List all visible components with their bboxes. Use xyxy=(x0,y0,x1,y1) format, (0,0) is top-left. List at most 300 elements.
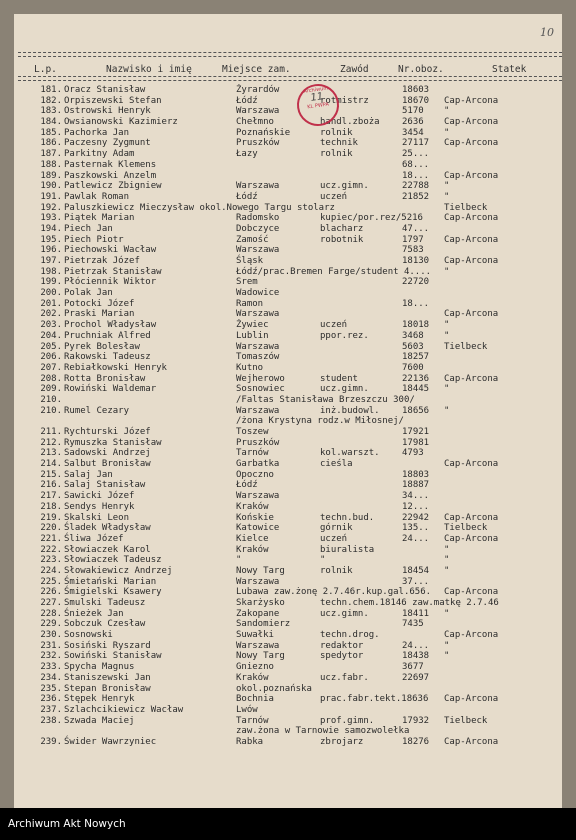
cell-lp: 195. xyxy=(40,234,62,245)
cell-nr: 7600 xyxy=(402,362,424,373)
cell-lp: 182. xyxy=(40,95,62,106)
cell-nr: 1797 xyxy=(402,234,424,245)
cell-place: Zamość xyxy=(236,234,269,245)
table-row xyxy=(14,534,562,545)
cell-nr: 3468 xyxy=(402,330,424,341)
cell-place: Żywiec xyxy=(236,320,269,331)
header-rule-bottom-2 xyxy=(18,80,562,81)
cell-place: Srem xyxy=(236,277,258,288)
cell-nr: 18018 xyxy=(402,320,430,331)
cell-place: Toszew xyxy=(236,427,269,437)
cell-nr: 18257 xyxy=(402,352,430,363)
cell-name: Rebiałkowski Henryk xyxy=(64,362,167,373)
table-row xyxy=(14,438,562,449)
cell-ship: " xyxy=(444,320,450,331)
cell-lp: 203. xyxy=(40,320,62,331)
cell-name: Rymuszka Stanisław xyxy=(64,437,162,448)
cell-place: zaw.żona w Tarnowie samozwolełka xyxy=(236,726,410,737)
cell-ship: Tielbeck xyxy=(444,202,488,213)
cell-nr: 18... xyxy=(402,170,430,181)
cell-job: ppor.rez. xyxy=(320,330,369,341)
cell-lp: 235. xyxy=(40,683,62,694)
table-row xyxy=(14,117,562,128)
table-row xyxy=(14,203,562,214)
cell-job: redaktor xyxy=(320,640,364,651)
table-row xyxy=(14,726,562,737)
header-lp: L.p. xyxy=(34,64,57,75)
cell-name: Piech Jan xyxy=(64,223,113,234)
cell-lp: 219. xyxy=(40,512,62,523)
cell-ship: Tielbeck xyxy=(444,523,488,534)
cell-job: górnik xyxy=(320,523,353,534)
cell-nr: 12... xyxy=(402,501,430,512)
table-row xyxy=(14,555,562,566)
table-row xyxy=(14,502,562,513)
cell-lp: 233. xyxy=(40,662,62,673)
cell-nr: 18454 xyxy=(402,565,430,576)
cell-place: Bochnia xyxy=(236,694,274,705)
table-row xyxy=(14,374,562,385)
cell-lp: 224. xyxy=(40,565,62,576)
cell-job: rolnik xyxy=(320,149,353,160)
cell-nr: 17932 xyxy=(402,715,430,726)
cell-place: Katowice xyxy=(236,523,280,534)
cell-name: Paluszkiewicz Mieczysław okol.Nowego Targu stolarz xyxy=(64,202,335,213)
cell-job: kupiec/por.rez/5216 xyxy=(320,213,423,224)
table-row xyxy=(14,224,562,235)
cell-job: student xyxy=(320,373,358,384)
cell-place: /żona Krystyna rodz.w Miłosnej/ xyxy=(236,416,404,427)
table-row xyxy=(14,138,562,149)
cell-ship: Cap-Arcona xyxy=(444,256,499,266)
cell-ship: Cap-Arcona xyxy=(444,213,499,224)
table-row xyxy=(14,363,562,374)
cell-ship: " xyxy=(444,544,450,555)
table-row xyxy=(14,406,562,417)
stamp-number: 11 xyxy=(309,91,325,104)
cell-place: /Faltas Stanisława Brzeszczu 300/ xyxy=(236,394,415,405)
cell-nr: 135.. xyxy=(402,523,430,534)
table-row xyxy=(14,480,562,491)
cell-nr: 17981 xyxy=(402,437,430,448)
cell-lp: 202. xyxy=(40,309,62,320)
table-row xyxy=(14,619,562,630)
cell-lp: 226. xyxy=(40,587,62,598)
cell-name: Pyrek Bolesław xyxy=(64,341,140,352)
cell-job: ucz.fabr. xyxy=(320,672,369,683)
cell-lp: 205. xyxy=(40,341,62,352)
cell-place: Poznańskie xyxy=(236,127,291,138)
cell-nr: 3677 xyxy=(402,662,424,673)
cell-nr: 68... xyxy=(402,159,430,170)
table-row xyxy=(14,181,562,192)
cell-lp: 200. xyxy=(40,288,62,299)
cell-place: Końskie xyxy=(236,512,274,523)
cell-nr: 18603 xyxy=(402,85,430,95)
cell-lp: 231. xyxy=(40,640,62,651)
cell-place: Warszawa xyxy=(236,245,280,256)
header-job: Zawód xyxy=(340,64,369,75)
cell-place: Lwów xyxy=(236,704,258,715)
cell-name: Śnieżek Jan xyxy=(64,608,124,619)
cell-name: Słowiaczek Tadeusz xyxy=(64,555,162,566)
cell-place: Kraków xyxy=(236,544,269,555)
cell-lp: 236. xyxy=(40,694,62,705)
cell-ship: Cap-Arcona xyxy=(444,170,499,181)
cell-place: Suwałki xyxy=(236,630,274,641)
cell-name: Piechowski Wacław xyxy=(64,245,157,256)
cell-nr: 18656 xyxy=(402,405,430,416)
table-row xyxy=(14,737,562,748)
cell-lp: 198. xyxy=(40,266,62,277)
table-row xyxy=(14,705,562,716)
cell-place: Lublin xyxy=(236,330,269,341)
cell-name: Pietrzak Józef xyxy=(64,256,140,266)
cell-ship: " xyxy=(444,384,450,395)
cell-name: Patlewicz Zbigniew xyxy=(64,181,162,192)
cell-nr: 47... xyxy=(402,223,430,234)
cell-nr: 27117 xyxy=(402,138,430,149)
cell-place: Żyrardów xyxy=(236,85,280,95)
cell-place: Tarnów xyxy=(236,448,269,459)
cell-lp: 196. xyxy=(40,245,62,256)
cell-lp: 207. xyxy=(40,362,62,373)
cell-nr: 18670 xyxy=(402,95,430,106)
cell-place: Kraków xyxy=(236,501,269,512)
table-row xyxy=(14,149,562,160)
cell-name: Paszkowski Anzelm xyxy=(64,170,157,181)
cell-nr: 22788 xyxy=(402,181,430,192)
cell-ship: " xyxy=(444,405,450,416)
cell-nr: 18887 xyxy=(402,480,430,491)
header-place: Miejsce zam. xyxy=(222,64,291,75)
cell-place: Zakopane xyxy=(236,608,280,619)
table-row xyxy=(14,662,562,673)
table-row xyxy=(14,85,562,96)
cell-job: " xyxy=(320,555,326,566)
header-rule-bottom xyxy=(18,76,562,77)
cell-name: Śmigielski Ksawery xyxy=(64,587,162,598)
cell-ship: Cap-Arcona xyxy=(444,736,499,747)
cell-name: Świder Wawrzyniec xyxy=(64,736,157,747)
table-row xyxy=(14,277,562,288)
cell-job: uczeń xyxy=(320,533,348,544)
cell-lp: 201. xyxy=(40,298,62,309)
table-row xyxy=(14,299,562,310)
header-nr: Nr.oboz. xyxy=(398,64,444,75)
cell-job: technik xyxy=(320,138,358,149)
cell-lp: 237. xyxy=(40,704,62,715)
cell-name: Orpiszewski Stefan xyxy=(64,95,162,106)
table-row xyxy=(14,128,562,139)
cell-lp: 187. xyxy=(40,149,62,160)
cell-ship: Cap-Arcona xyxy=(444,138,499,149)
cell-lp: 189. xyxy=(40,170,62,181)
cell-nr: 24... xyxy=(402,533,430,544)
cell-lp: 230. xyxy=(40,630,62,641)
cell-lp: 216. xyxy=(40,480,62,491)
cell-place: Skarżysko xyxy=(236,598,285,608)
cell-nr: 37... xyxy=(402,576,430,587)
cell-name: Smulski Tadeusz xyxy=(64,598,146,608)
cell-lp: 227. xyxy=(40,598,62,608)
cell-name: Pawlak Roman xyxy=(64,191,130,202)
cell-name: Piech Piotr xyxy=(64,234,124,245)
cell-name: Sendys Henryk xyxy=(64,501,135,512)
stamp-top: Archiwum xyxy=(303,85,329,95)
cell-place: Garbatka xyxy=(236,459,280,470)
cell-ship: Cap-Arcona xyxy=(444,533,499,544)
table-row xyxy=(14,320,562,331)
table-row xyxy=(14,342,562,353)
cell-place: Warszawa xyxy=(236,181,280,192)
table-row xyxy=(14,331,562,342)
cell-ship: Cap-Arcona xyxy=(444,587,499,598)
cell-place: Pruszków xyxy=(236,138,280,149)
cell-place: Wadowice xyxy=(236,288,280,299)
cell-name: Owsianowski Kazimierz xyxy=(64,117,178,128)
table-row xyxy=(14,523,562,534)
cell-ship: " xyxy=(444,640,450,651)
cell-nr: 5170 xyxy=(402,106,424,117)
table-row xyxy=(14,459,562,470)
cell-nr: 7583 xyxy=(402,245,424,256)
cell-place: Nowy Targ xyxy=(236,651,285,662)
cell-lp: 234. xyxy=(40,672,62,683)
cell-place: Warszawa xyxy=(236,491,280,502)
table-row xyxy=(14,160,562,171)
cell-lp: 222. xyxy=(40,544,62,555)
cell-place: Kutno xyxy=(236,362,264,373)
cell-place: Dobczyce xyxy=(236,223,280,234)
cell-name: Piątek Marian xyxy=(64,213,135,224)
cell-lp: 220. xyxy=(40,523,62,534)
table-row xyxy=(14,470,562,481)
cell-place: Łódź xyxy=(236,191,258,202)
table-row xyxy=(14,513,562,524)
cell-ship: " xyxy=(444,181,450,192)
header-name: Nazwisko i imię xyxy=(106,64,192,75)
cell-lp: 239. xyxy=(40,736,62,747)
table-row xyxy=(14,235,562,246)
table-row xyxy=(14,566,562,577)
table-row xyxy=(14,598,562,609)
cell-job: uczeń xyxy=(320,320,348,331)
table-row xyxy=(14,609,562,620)
cell-place: Opoczno xyxy=(236,469,274,480)
table-row xyxy=(14,587,562,598)
cell-name: Stępek Henryk xyxy=(64,694,135,705)
cell-place: Łazy xyxy=(236,149,258,160)
cell-lp: 191. xyxy=(40,191,62,202)
cell-nr: 22942 xyxy=(402,512,430,523)
table-row xyxy=(14,673,562,684)
cell-name: Potocki Józef xyxy=(64,298,135,309)
cell-nr: 18803 xyxy=(402,469,430,480)
cell-name: Paczesny Zygmunt xyxy=(64,138,151,149)
cell-lp: 190. xyxy=(40,181,62,192)
cell-lp: 184. xyxy=(40,117,62,128)
cell-name: Pietrzak Stanisław xyxy=(64,266,162,277)
cell-lp: 213. xyxy=(40,448,62,459)
table-row xyxy=(14,213,562,224)
cell-place: Warszawa xyxy=(236,405,280,416)
cell-ship: Cap-Arcona xyxy=(444,309,499,320)
cell-name: Oracz Stanisław xyxy=(64,85,146,95)
cell-nr: 24... xyxy=(402,640,430,651)
cell-ship: " xyxy=(444,127,450,138)
cell-name: Rumel Cezary xyxy=(64,405,130,416)
cell-nr: 18438 xyxy=(402,651,430,662)
cell-lp: 208. xyxy=(40,373,62,384)
page-number: 10 xyxy=(540,26,554,39)
table-row xyxy=(14,171,562,182)
cell-ship: " xyxy=(444,565,450,576)
header-rule-top-2 xyxy=(18,56,562,57)
cell-job: cieśla xyxy=(320,459,353,470)
cell-lp: 188. xyxy=(40,159,62,170)
table-row xyxy=(14,416,562,427)
header-rule-top xyxy=(18,52,562,53)
stamp-bottom: KL PWPA xyxy=(306,101,330,111)
cell-name: Szlachcikiewicz Wacław xyxy=(64,704,184,715)
cell-lp: 186. xyxy=(40,138,62,149)
cell-nr: 18276 xyxy=(402,736,430,747)
footer-caption: Archiwum Akt Nowych xyxy=(8,818,126,830)
cell-lp: 204. xyxy=(40,330,62,341)
cell-place: Ramon xyxy=(236,298,264,309)
cell-job: techn.bud. xyxy=(320,512,375,523)
table-row xyxy=(14,577,562,588)
cell-lp: 194. xyxy=(40,223,62,234)
cell-ship: " xyxy=(444,106,450,117)
cell-name: Sobczuk Czesław xyxy=(64,619,146,630)
cell-ship: Cap-Arcona xyxy=(444,512,499,523)
cell-place: Łódź xyxy=(236,480,258,491)
cell-lp: 210. xyxy=(40,405,62,416)
cell-name: Śliwa Józef xyxy=(64,533,124,544)
cell-name: Skalski Leon xyxy=(64,512,130,523)
cell-lp: 211. xyxy=(40,427,62,437)
cell-job: blacharz xyxy=(320,223,364,234)
cell-job: rolnik xyxy=(320,127,353,138)
cell-ship: Cap-Arcona xyxy=(444,373,499,384)
table-row xyxy=(14,545,562,556)
cell-job: biuralista xyxy=(320,544,375,555)
cell-name: Szwada Maciej xyxy=(64,715,135,726)
cell-name: Rowiński Waldemar xyxy=(64,384,157,395)
cell-name: Salaj Stanisław xyxy=(64,480,146,491)
table-row xyxy=(14,106,562,117)
cell-ship: " xyxy=(444,266,450,277)
cell-place: Łódź/prac.Bremen Farge/student 4.... xyxy=(236,266,432,277)
cell-nr: 21852 xyxy=(402,191,430,202)
cell-place: Warszawa xyxy=(236,309,280,320)
cell-nr: 4793 xyxy=(402,448,424,459)
cell-place: Gniezno xyxy=(236,662,274,673)
cell-lp: 212. xyxy=(40,437,62,448)
cell-nr: 2636 xyxy=(402,117,424,128)
cell-name: Stepan Bronisław xyxy=(64,683,151,694)
cell-place: Warszawa xyxy=(236,576,280,587)
cell-ship: " xyxy=(444,555,450,566)
cell-place: Tomaszów xyxy=(236,352,280,363)
cell-place: Warszawa xyxy=(236,106,280,117)
cell-job: robotnik xyxy=(320,234,364,245)
table-row xyxy=(14,256,562,267)
cell-place: Sandomierz xyxy=(236,619,291,630)
cell-name: Staniszewski Jan xyxy=(64,672,151,683)
cell-job: rolnik xyxy=(320,565,353,576)
cell-place: okol.poznańska xyxy=(236,683,312,694)
cell-job: kol.warszt. xyxy=(320,448,380,459)
cell-job: zbrojarz xyxy=(320,736,364,747)
table-row xyxy=(14,630,562,641)
cell-lp: 225. xyxy=(40,576,62,587)
cell-nr: 22720 xyxy=(402,277,430,288)
cell-name: Parkitny Adam xyxy=(64,149,135,160)
cell-lp: 199. xyxy=(40,277,62,288)
cell-job: rotmistrz xyxy=(320,95,369,106)
table-row xyxy=(14,245,562,256)
cell-job: spedytor xyxy=(320,651,364,662)
cell-name: Słowakiewicz Andrzej xyxy=(64,565,173,576)
cell-name: Pachorka Jan xyxy=(64,127,130,138)
cell-name: Salbut Bronisław xyxy=(64,459,151,470)
cell-place: Kraków xyxy=(236,672,269,683)
table-row xyxy=(14,641,562,652)
cell-lp: 232. xyxy=(40,651,62,662)
cell-name: Sawicki Józef xyxy=(64,491,135,502)
cell-ship: Cap-Arcona xyxy=(444,95,499,106)
cell-lp: 181. xyxy=(40,85,62,95)
cell-place: Sosnowiec xyxy=(236,384,285,395)
cell-lp: 210. xyxy=(40,394,62,405)
cell-place: Tarnów xyxy=(236,715,269,726)
table-row xyxy=(14,352,562,363)
cell-name: Pasternak Klemens xyxy=(64,159,157,170)
cell-job: ucz.gimn. xyxy=(320,181,369,192)
cell-lp: 197. xyxy=(40,256,62,266)
cell-nr: 18... xyxy=(402,298,430,309)
cell-place: " xyxy=(236,555,242,566)
cell-name: Sowiński Stanisław xyxy=(64,651,162,662)
cell-lp: 223. xyxy=(40,555,62,566)
cell-place: Lubawa zaw.żonę 2.7.46r.kup.gal.656. xyxy=(236,587,432,598)
table-row xyxy=(14,448,562,459)
table-row xyxy=(14,288,562,299)
cell-ship: Cap-Arcona xyxy=(444,234,499,245)
cell-ship: " xyxy=(444,191,450,202)
cell-job: prac.fabr.tekt.18636 xyxy=(320,694,429,705)
cell-ship: Cap-Arcona xyxy=(444,630,499,641)
cell-job: techn.chem.18146 zaw.matkę 2.7.46 xyxy=(320,598,499,608)
table-row xyxy=(14,267,562,278)
cell-name: Salaj Jan xyxy=(64,469,113,480)
table-row xyxy=(14,651,562,662)
cell-lp: 209. xyxy=(40,384,62,395)
cell-job: ucz.gimn. xyxy=(320,608,369,619)
cell-lp: 217. xyxy=(40,491,62,502)
cell-place: Śląsk xyxy=(236,256,264,266)
cell-name: Rychturski Józef xyxy=(64,427,151,437)
cell-nr: 17921 xyxy=(402,427,430,437)
table-row xyxy=(14,694,562,705)
cell-name: Sosiński Ryszard xyxy=(64,640,151,651)
cell-ship: Cap-Arcona xyxy=(444,459,499,470)
table-row xyxy=(14,491,562,502)
cell-name: Spycha Magnus xyxy=(64,662,135,673)
